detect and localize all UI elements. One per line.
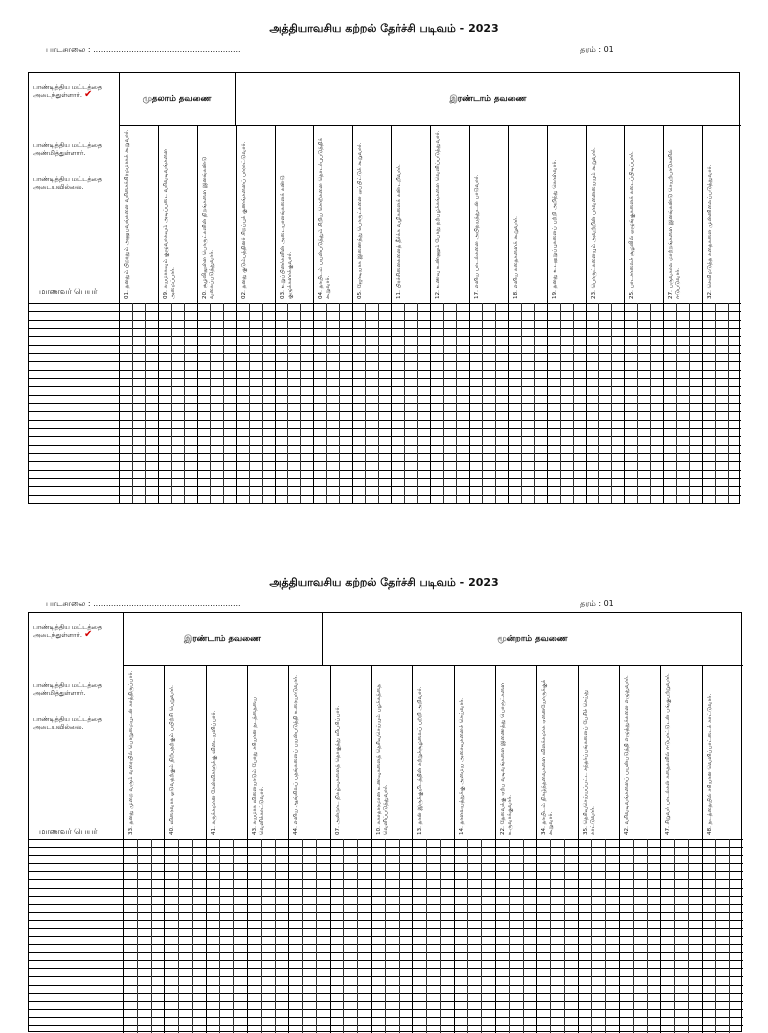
competency-column-header <box>247 665 288 839</box>
competency-column-header <box>119 125 158 303</box>
student-name-header: மாணவர் பெயர் <box>39 287 98 296</box>
school-field[interactable]: பாடசாலை : .......................................................... <box>46 599 241 608</box>
competency-column-header <box>275 125 314 303</box>
competency-column-header <box>547 125 586 303</box>
competency-text: 18. எளிய கதைகளைக் கூறுவார். <box>512 216 519 299</box>
table-row[interactable] <box>29 420 741 421</box>
legend-approaching: பாண்டித்திய மட்டத்தை அண்மித்துள்ளார். <box>33 681 103 697</box>
assessment-grid <box>28 612 742 1032</box>
competency-column-header <box>495 665 536 839</box>
competency-column-header <box>454 665 495 839</box>
competency-text: 25. பாடசாலைச் சூழலில் ஒழுங்குகளைக் கடைப்பிடிப்பார். <box>629 151 636 299</box>
table-row[interactable] <box>29 495 741 496</box>
grade-label: தரம் : 01 <box>580 599 614 608</box>
table-row[interactable] <box>29 478 741 479</box>
competency-text: 44. எளிய ஆங்கிலப் பதங்களைப் பயன்படுத்தி உரையாடுவார். <box>293 675 300 835</box>
table-row[interactable] <box>29 320 741 321</box>
competency-text: 22. தேவைக்கு ஏற்ப வடிவங்களை இணைத்து பொருட்களை உருவாக்குவார். <box>500 682 513 835</box>
competency-text: 35. தெரிவுசெய்யப்பட்ட சந்தர்ப்பங்களைப் பேசிச் செய்து காட்டுவார். <box>582 690 596 835</box>
term-1-header: இரண்டாம் தவணை <box>123 613 323 665</box>
competency-text: 41. சுருக்கமான கேள்விகளுக்கு விடையளிப்பார். <box>210 710 217 835</box>
table-row[interactable] <box>29 470 741 471</box>
competency-column-header <box>660 665 701 839</box>
table-row[interactable] <box>29 486 741 487</box>
competency-text: 20. சூழலிலுள்ள பொருட்களின் நிறங்களை இனங்கண்டு வகைப்படுத்துவார். <box>201 156 215 299</box>
competency-text: 13. தான் இருக்குமிடத்தின் சுற்றுச்சூழலைப் பற்றி அறிவார். <box>417 686 424 835</box>
competency-text: 42. வரிவடிவங்களைப் பயன்படுத்தி எழுத்துக்களை எழுதுவார். <box>624 675 630 835</box>
competency-column-header <box>236 125 275 303</box>
competency-column-header <box>412 665 453 839</box>
competency-column-header <box>197 125 236 303</box>
competency-column-header <box>430 125 469 303</box>
competency-column-header <box>702 125 741 303</box>
competency-text: 07. அன்றாட நிகழ்வுகளைத் தொகுத்து விபரிப்பார். <box>334 705 341 835</box>
legend <box>33 83 118 283</box>
competency-column-header <box>469 125 508 303</box>
competency-text: 09. சுயமாகவும் குழுவாகவும் அடிப்படை வரிவடிவங்களை அமைப்பார். <box>162 148 176 299</box>
table-row[interactable] <box>29 345 741 346</box>
competency-text: 23. பொருட்களையும் அவற்றின் பாவனையையும் கூறுவார். <box>590 147 597 299</box>
competency-column-header <box>536 665 577 839</box>
competency-text: 47. சிறுவர் பாடல்கள் கதைகளில் ஈடுபாட்டுடன் பங்குபற்றுவார். <box>665 673 672 835</box>
competency-column-header <box>578 665 619 839</box>
competency-text: 48. நடத்தையில் சரியான வெளிப்பாட்டைக் காட்டுவார். <box>706 693 713 835</box>
competency-column-header <box>702 665 743 839</box>
table-row[interactable] <box>29 353 741 354</box>
check-mark-icon: ✔ <box>83 629 93 640</box>
check-mark-icon: ✔ <box>83 89 93 100</box>
table-row[interactable] <box>29 328 741 329</box>
competency-column-header <box>288 665 329 839</box>
table-row[interactable] <box>29 386 741 387</box>
competency-column-header <box>619 665 660 839</box>
table-row[interactable] <box>29 336 741 337</box>
legend <box>33 623 118 823</box>
table-row[interactable] <box>29 411 741 412</box>
competency-text: 11. பிரச்சினைகளைத் தீர்க்க வழிகளைக் கண்டறிவார். <box>396 164 403 299</box>
competency-text: 40. விரைவாக ஓடுவதற்கும் நிற்பதற்கும் பயிற்சி பெறுவார். <box>169 685 176 835</box>
legend-not-achieved: பாண்டித்திய மட்டத்தை அடையவில்லை. <box>33 715 103 731</box>
competency-column-header <box>313 125 352 303</box>
competency-column-header <box>123 665 164 839</box>
form-title: அத்தியாவசிய கற்றல் தேர்ச்சி படிவம் - 2023 <box>269 22 499 35</box>
legend-not-achieved: பாண்டித்திய மட்டத்தை அடையவில்லை. <box>33 175 103 191</box>
assessment-grid <box>28 72 740 504</box>
competency-text: 27. பருவகால மாற்றங்களை இனங்கண்டு செயற்பாடுகளில் ஈடுபடுவார். <box>668 149 682 299</box>
competency-column-header <box>624 125 663 303</box>
school-field[interactable]: பாடசாலை : .......................................................... <box>46 45 241 54</box>
competency-text: 05. ஜோடியாக இணைந்து பொருட்களை ஒப்பிட்டுக் கூறுவார். <box>357 142 364 299</box>
form-title: அத்தியாவசிய கற்றல் தேர்ச்சி படிவம் - 2023 <box>269 576 499 589</box>
table-row[interactable] <box>29 370 741 371</box>
competency-column-header <box>206 665 247 839</box>
competency-text: 03. உறுப்பினர்களின் அடையாளங்களைக் கண்டு குழுக்களாக்குவார். <box>279 175 293 299</box>
table-row[interactable] <box>29 403 741 404</box>
table-row[interactable] <box>29 378 741 379</box>
student-name-header: மாணவர் பெயர் <box>39 827 98 836</box>
grade-label: தரம் : 01 <box>580 45 614 54</box>
competency-text: 04. தாயிடம் பயன்படுத்தும் சிறிய சொற்களை தொடர்புபடுத்திக் கூறுவார். <box>318 137 332 299</box>
legend-achieved: பாண்டித்திய மட்டத்தை அடைந்துள்ளார். ✔ <box>33 623 103 640</box>
competency-text: 10. சுகாதாரமான உணவுகளைத் தெரிவுசெய்யும் பழக்கத்தை வெளிப்படுத்துவார். <box>376 684 389 835</box>
competency-text: 33. தனது முறை வரும் வரையில் பொறுமையுடன் காத்திருப்பார். <box>128 670 134 835</box>
term-1-header: முதலாம் தவணை <box>119 73 236 125</box>
table-row[interactable] <box>29 361 741 362</box>
competency-text: 14. தாளலயத்துக்கு அமைய அசைவுகளைச் செய்வார். <box>458 697 465 835</box>
competency-column-header <box>391 125 430 303</box>
competency-column-header <box>371 665 412 839</box>
table-row[interactable] <box>29 445 741 446</box>
competency-column-header <box>330 665 371 839</box>
table-row[interactable] <box>29 428 741 429</box>
table-row[interactable] <box>29 461 741 462</box>
competency-column-header <box>158 125 197 303</box>
term-2-header: மூன்றாம் தவணை <box>497 633 568 644</box>
competency-text: 34. தாயிடம் நிகழ்ந்தவைகளை விளக்கமாக ஏனையோருக்குக் கூறுவார். <box>541 679 555 835</box>
term-2-header: இரண்டாம் தவணை <box>449 93 527 104</box>
competency-column-header <box>663 125 702 303</box>
competency-text: 01. தனதும் பிறரதும் அனுபவங்களை வரிசைக்கிரமமாகக் கூறுவார். <box>124 129 130 299</box>
competency-text: 32. செவிமடுத்த கதைகளை முன்னிலைப்படுத்துவார். <box>707 164 714 299</box>
competency-column-header <box>586 125 625 303</box>
table-row[interactable] <box>29 453 741 454</box>
legend-achieved: பாண்டித்திய மட்டத்தை அடைந்துள்ளார். ✔ <box>33 83 103 100</box>
table-row[interactable] <box>29 436 741 437</box>
competency-text: 02. தனது குடும்பத்தினர் சிறப்புக் குணங்களைப் பாராட்டுவார். <box>240 141 247 299</box>
competency-column-header <box>352 125 391 303</box>
competency-text: 19. தனது உடலுறுப்புகளைப் பற்றி அறிந்து கொள்வார். <box>551 159 558 299</box>
table-row[interactable] <box>29 311 741 312</box>
competency-column-header <box>164 665 205 839</box>
competency-text: 43. சுயமாக விளையாடும் போது சரியான நடத்தையை வெளிக்காட்டுவார். <box>252 696 265 835</box>
competency-text: 12. உணவு உண்ணும் போது நற்பழக்கங்களை வெளிப்படுத்துவார். <box>435 130 441 299</box>
competency-text: 17. எளிய பாடல்களை அபிநயத்துடன் பாடுவார். <box>473 174 480 299</box>
table-row[interactable] <box>29 395 741 396</box>
competency-column-header <box>508 125 547 303</box>
legend-approaching: பாண்டித்திய மட்டத்தை அண்மித்துள்ளார். <box>33 141 103 157</box>
